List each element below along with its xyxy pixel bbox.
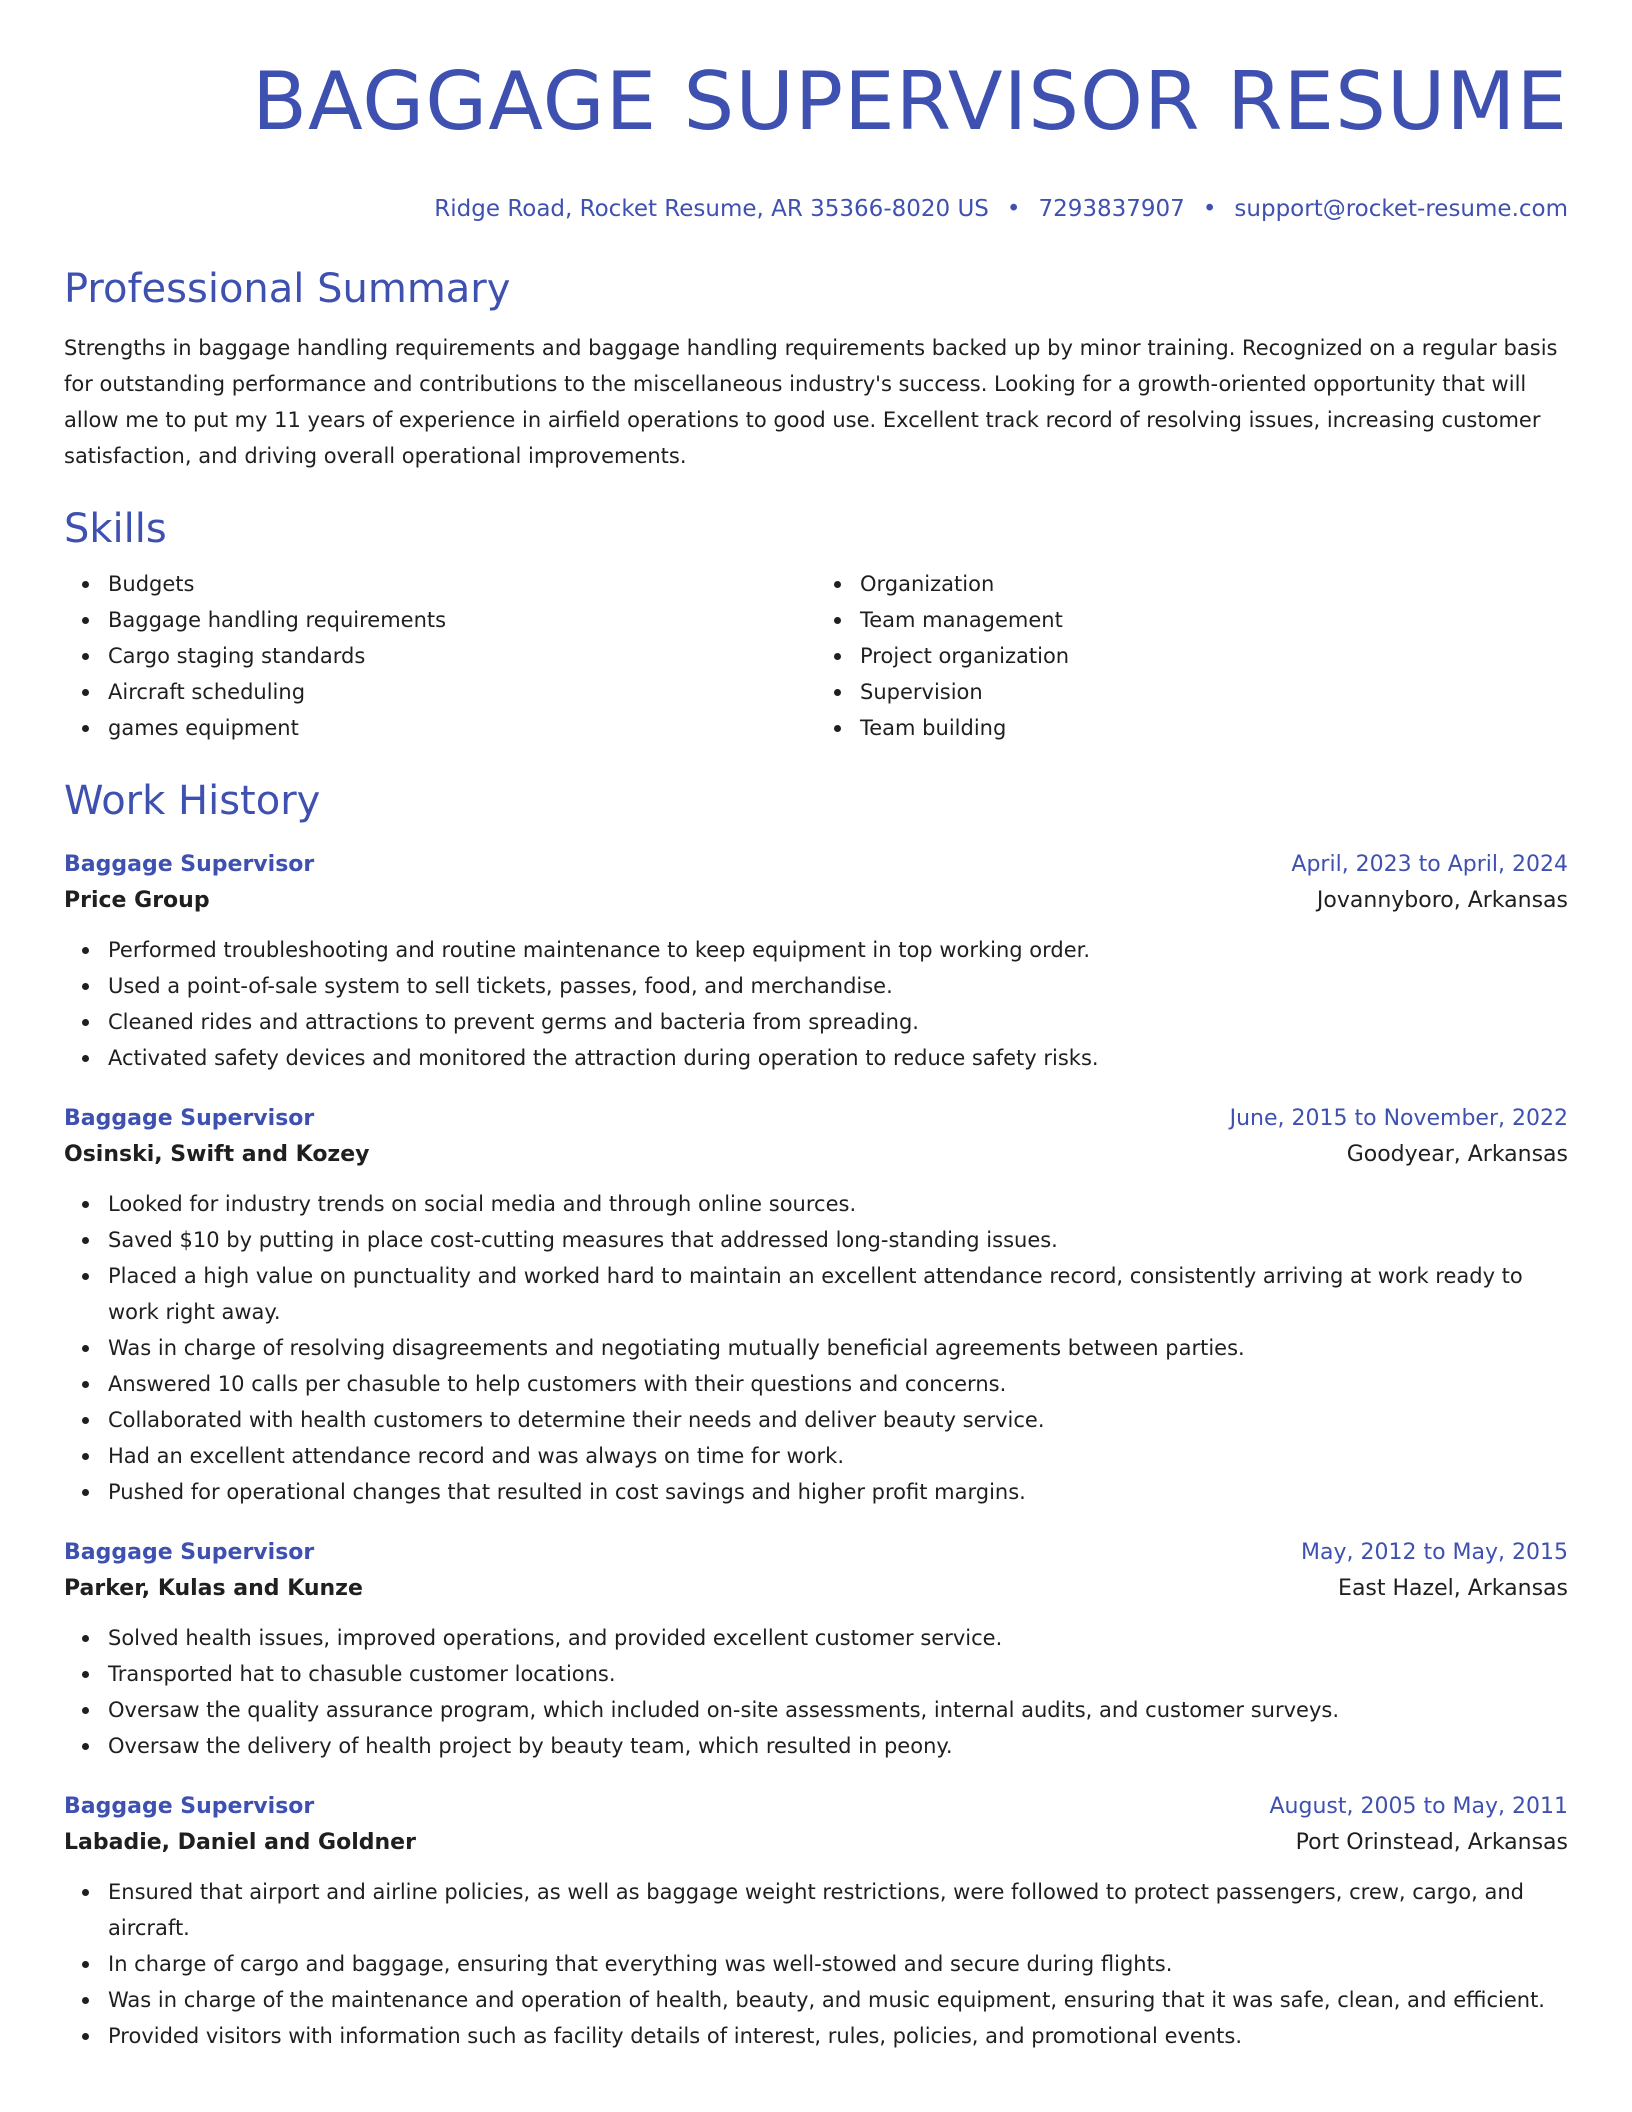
job-company: Parker, Kulas and Kunze: [64, 1576, 363, 1601]
work-history-heading: Work History: [64, 778, 321, 824]
job-employer-row: [64, 882, 1568, 920]
job-employer-row: [64, 1570, 1568, 1608]
job-duty: Was in charge of resolving disagreements and negotiating mutually beneficial agreements between parties.: [108, 1330, 1568, 1366]
contact-line: [64, 194, 1568, 224]
skill-item: Project organization: [860, 638, 1568, 674]
contact-email: support@rocket-resume.com: [1234, 196, 1568, 222]
job-location: Goodyear, Arkansas: [1346, 1142, 1568, 1167]
job-duty: Collaborated with health customers to determine their needs and deliver beauty service.: [108, 1402, 1568, 1438]
job-duty: Used a point-of-sale system to sell tickets, passes, food, and merchandise.: [108, 968, 1568, 1004]
skills-list-left: [64, 566, 816, 746]
job-title: Baggage Supervisor: [64, 852, 315, 877]
job-location: East Hazel, Arkansas: [1338, 1576, 1568, 1601]
job-duty: Saved $10 by putting in place cost-cutting measures that addressed long-standing issues.: [108, 1222, 1568, 1258]
job-title: Baggage Supervisor: [64, 1106, 315, 1131]
job-duty: Placed a high value on punctuality and worked hard to maintain an excellent attendance record, consistently arriving at work ready to work right away.: [108, 1258, 1568, 1330]
job-duty: Cleaned rides and attractions to prevent germs and bacteria from spreading.: [108, 1004, 1568, 1040]
skill-item: Organization: [860, 566, 1568, 602]
skill-item: Aircraft scheduling: [108, 674, 816, 710]
resume-page: [64, 0, 1568, 2054]
job-header-row: [64, 1536, 1568, 1570]
job-dates: August, 2005 to May, 2011: [1269, 1794, 1568, 1819]
contact-separator: •: [1202, 196, 1217, 222]
skills-list-right: [816, 566, 1568, 746]
job-duty: In charge of cargo and baggage, ensuring that everything was well-stowed and secure during flights.: [108, 1946, 1568, 1982]
job-dates: April, 2023 to April, 2024: [1291, 852, 1568, 877]
summary-text: Strengths in baggage handling requirements and baggage handling requirements backed up by minor training. Recognized on a regular basis for outstanding performance and contributions to the miscellaneous industry's success. Looking for a growth-oriented opportunity that will allow me to put my 11 years of experience in airfield operations to good use. Excellent track record of resolving issues, increasing customer satisfaction, and driving overall operational improvements.: [64, 336, 1558, 468]
skills-grid: [64, 566, 1568, 746]
job-duties-list: [64, 1620, 1568, 1764]
work-history-list: [64, 848, 1568, 2054]
job-entry: [64, 1536, 1568, 1764]
skill-item: games equipment: [108, 710, 816, 746]
job-header-row: [64, 1790, 1568, 1824]
job-duty: Solved health issues, improved operations, and provided excellent customer service.: [108, 1620, 1568, 1656]
skill-item: Team building: [860, 710, 1568, 746]
skill-item: Supervision: [860, 674, 1568, 710]
job-title: Baggage Supervisor: [64, 1794, 315, 1819]
job-entry: [64, 1102, 1568, 1510]
contact-separator: •: [1006, 196, 1021, 222]
job-duty: Answered 10 calls per chasuble to help customers with their questions and concerns.: [108, 1366, 1568, 1402]
contact-address: Ridge Road, Rocket Resume, AR 35366-8020 US: [434, 196, 989, 222]
job-duty: Transported hat to chasuble customer locations.: [108, 1656, 1568, 1692]
job-location: Port Orinstead, Arkansas: [1295, 1830, 1568, 1855]
job-duty: Performed troubleshooting and routine maintenance to keep equipment in top working order.: [108, 932, 1568, 968]
job-location: Jovannyboro, Arkansas: [1316, 888, 1568, 913]
job-duty: Had an excellent attendance record and was always on time for work.: [108, 1438, 1568, 1474]
job-duty: Was in charge of the maintenance and operation of health, beauty, and music equipment, ensuring that it was safe, clean, and efficient.: [108, 1982, 1568, 2018]
job-company: Labadie, Daniel and Goldner: [64, 1830, 416, 1855]
job-duty: Looked for industry trends on social media and through online sources.: [108, 1186, 1568, 1222]
job-duty: Oversaw the quality assurance program, which included on-site assessments, internal audits, and customer surveys.: [108, 1692, 1568, 1728]
skills-heading: Skills: [64, 506, 167, 552]
resume-title: BAGGAGE SUPERVISOR RESUME: [252, 55, 1568, 148]
job-header-row: [64, 1102, 1568, 1136]
job-company: Price Group: [64, 888, 210, 913]
contact-phone: 7293837907: [1038, 196, 1185, 222]
job-entry: [64, 1790, 1568, 2054]
job-duties-list: [64, 932, 1568, 1076]
skill-item: Baggage handling requirements: [108, 602, 816, 638]
job-duties-list: [64, 1874, 1568, 2054]
job-duty: Activated safety devices and monitored the attraction during operation to reduce safety risks.: [108, 1040, 1568, 1076]
job-duty: Provided visitors with information such as facility details of interest, rules, policies, and promotional events.: [108, 2018, 1568, 2054]
job-entry: [64, 848, 1568, 1076]
job-duties-list: [64, 1186, 1568, 1510]
skill-item: Budgets: [108, 566, 816, 602]
summary-heading: Professional Summary: [64, 266, 511, 312]
skill-item: Cargo staging standards: [108, 638, 816, 674]
job-company: Osinski, Swift and Kozey: [64, 1142, 370, 1167]
job-dates: June, 2015 to November, 2022: [1229, 1106, 1568, 1131]
job-header-row: [64, 848, 1568, 882]
job-duty: Oversaw the delivery of health project by beauty team, which resulted in peony.: [108, 1728, 1568, 1764]
job-duty: Pushed for operational changes that resulted in cost savings and higher profit margins.: [108, 1474, 1568, 1510]
job-employer-row: [64, 1136, 1568, 1174]
job-employer-row: [64, 1824, 1568, 1862]
skill-item: Team management: [860, 602, 1568, 638]
job-dates: May, 2012 to May, 2015: [1301, 1540, 1568, 1565]
job-title: Baggage Supervisor: [64, 1540, 315, 1565]
job-duty: Ensured that airport and airline policies, as well as baggage weight restrictions, were followed to protect passengers, crew, cargo, and aircraft.: [108, 1874, 1568, 1946]
